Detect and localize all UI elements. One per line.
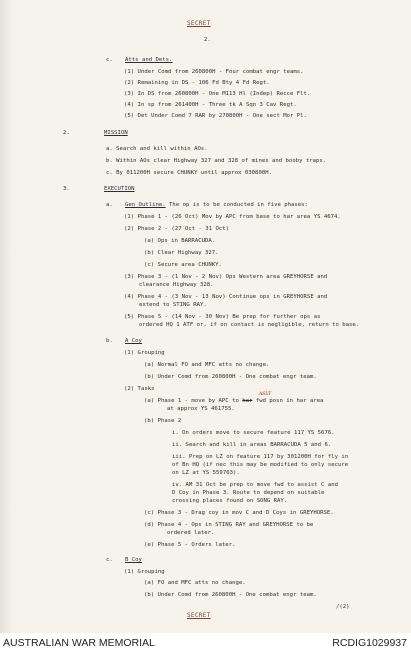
line-phase-2a: (a) Ops in BARRACUDA. (144, 238, 216, 244)
para-a-line (125, 202, 308, 209)
line-phase-4a: (4) Phase 4 - (3 Nov - 13 Nov) Continue ops in GREYHORSE and (124, 294, 328, 300)
page-number: 2. (204, 37, 211, 43)
para-b-label: b. (106, 338, 113, 344)
line-s2c: c. By 011200H secure CHUNKY until approx 030800H. (106, 170, 272, 176)
continued-marker: /(2) (336, 604, 350, 610)
line-cc1: (1) Grouping (124, 569, 165, 575)
struck-word: har (242, 398, 253, 404)
line-c3: (3) In DS from 260800H - One M113 Hl (Indep) Recce Flt. (124, 91, 311, 97)
line-b2d-1: (d) Phase 4 - Ops in STING RAY and GREYHORSE to be (144, 522, 314, 528)
footer-institution: AUSTRALIAN WAR MEMORIAL (3, 637, 155, 649)
line-b2a-1-end: fwd posn in har area (252, 398, 324, 404)
line-phase-3a: (3) Phase 3 - (1 Nov - 2 Nov) Ops Western area GREYHORSE and (124, 274, 328, 280)
line-s2b: b. Within AOs clear Highway 327 and 328 of mines and booby traps. (106, 158, 327, 164)
line-c2: (2) Remaining in DS - 106 Fd Bty 4 Fd Regt. (124, 80, 270, 86)
line-b2b-iii-1: iii. Prep on LZ on feature 117 by 301200H for fly in (172, 454, 349, 460)
line-b2b-iv-1: iv. AM 31 Oct be prep to move fwd to assist C and (172, 482, 338, 488)
para-a-title: Gen Outline. (125, 202, 166, 208)
para-cc-label: c. (106, 557, 113, 563)
line-b2a-1-start: (a) Phase 1 - move by APC to (144, 398, 239, 404)
para-cc-title: B Coy (125, 557, 142, 563)
line-s2a: a. Search and kill within AOs. (106, 146, 208, 152)
para-b-title: A Coy (125, 338, 142, 344)
classification-top: SECRET (187, 20, 211, 27)
line-b2b-iv-2: D Coy in Phase 3. Route to depend on suitable (172, 490, 325, 496)
line-b2e: (e) Phase 5 - Orders later. (144, 542, 236, 548)
line-b2b-iv-3: crossing places found on SONG RAY. (172, 498, 288, 504)
line-b1a: (a) Normal FO and MFC atts no change. (144, 362, 270, 368)
section-2-title: MISSION (104, 130, 128, 136)
line-phase-2c: (c) Secure area CHUNKY. (144, 262, 222, 268)
line-c1: (1) Under Comd from 260800H - Four combat engr teams. (124, 69, 304, 75)
line-c5: (5) Det Under Comd 7 RAR by 270800H - One sect Mor Pl. (124, 113, 307, 119)
line-b2c: (c) Phase 3 - Drag coy in mov C and D Coys in GREYHORSE. (144, 510, 334, 516)
line-b2: (2) Tasks (124, 386, 155, 392)
section-3-number: 3. (63, 186, 70, 192)
line-b1b: (b) Under Comd from 260800H - One combat engr team. (144, 374, 317, 380)
line-c4: (4) In sp from 261400H - Three tk A Sqn 3 Cav Regt. (124, 102, 297, 108)
para-a-label: a. (106, 202, 113, 208)
page-edge-shadow (0, 0, 12, 633)
para-c-title: Atts and Dets. (125, 57, 173, 63)
line-b1: (1) Grouping (124, 350, 165, 356)
para-a-text: The op is to be conducted in five phases: (165, 202, 308, 208)
line-b2a-2: at approx YS 461755. (167, 406, 235, 412)
line-b2a-1 (144, 398, 324, 405)
line-phase-2b: (b) Clear Highway 327. (144, 250, 219, 256)
section-3-title: EXECUTION (104, 186, 135, 192)
line-b2b-i: i. On orders move to secure feature 117 YS 5676. (172, 430, 335, 436)
line-phase-2: (2) Phase 2 - (27 Oct - 31 Oct) (124, 226, 230, 232)
line-phase-3b: clearance Highway 328. (139, 282, 214, 288)
line-cc1b: (b) Under Comd from 260800H - One combat engr team. (144, 592, 317, 598)
line-b2b: (b) Phase 2 (144, 418, 182, 424)
para-c-label: c. (106, 57, 113, 63)
line-phase-5b: ordered HQ 1 ATF or, if on contact is negligible, return to base. (139, 322, 360, 328)
line-phase-1: (1) Phase 1 - (26 Oct) Mov by APC from base to har area YS 4674. (124, 214, 341, 220)
line-cc1a: (a) FO and MFC atts no change. (144, 580, 246, 586)
line-b2b-iii-3: on LZ at YS 559763). (172, 470, 240, 476)
section-2-number: 2. (63, 130, 70, 136)
classification-bottom: SECRET (187, 612, 211, 619)
handwritten-insertion: ASLT (259, 392, 272, 397)
line-b2d-2: ordered later. (167, 530, 215, 536)
line-phase-5a: (5) Phase 5 - (14 Nov - 30 Nov) Be prep for further ops as (124, 314, 321, 320)
footer-record-id: RCDIG1029937 (332, 637, 407, 649)
line-phase-4b: extend to STING RAY. (139, 302, 207, 308)
line-b2b-ii: ii. Search and kill in areas BARRACUDA 5 and 6. (172, 442, 332, 448)
line-b2b-iii-2: of Bn HQ (if nec this may be modified to only secure (172, 462, 349, 468)
archive-footer (0, 633, 411, 654)
